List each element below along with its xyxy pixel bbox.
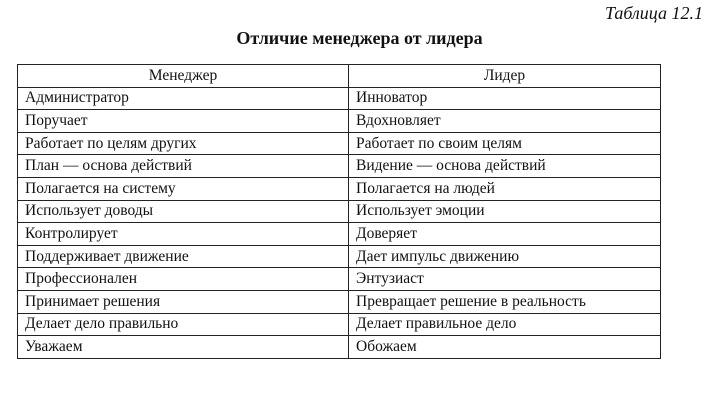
leader-cell: Видение — основа действий	[349, 155, 661, 178]
leader-cell: Обожаем	[349, 336, 661, 359]
manager-cell: Контролирует	[18, 223, 349, 246]
table-row	[18, 177, 661, 200]
manager-cell: Профессионален	[18, 268, 349, 291]
manager-cell: Поддерживает движение	[18, 245, 349, 268]
table-row	[18, 290, 661, 313]
table-row	[18, 245, 661, 268]
table-row	[18, 155, 661, 178]
leader-cell: Работает по своим целям	[349, 132, 661, 155]
table-row	[18, 268, 661, 291]
table-row	[18, 313, 661, 336]
leader-cell: Использует эмоции	[349, 200, 661, 223]
column-header-manager: Менеджер	[18, 65, 349, 88]
table-row	[18, 132, 661, 155]
manager-cell: Поручает	[18, 110, 349, 133]
leader-cell: Превращает решение в реальность	[349, 290, 661, 313]
leader-cell: Делает правильное дело	[349, 313, 661, 336]
column-header-leader: Лидер	[349, 65, 661, 88]
comparison-table	[17, 64, 661, 359]
manager-cell: Использует доводы	[18, 200, 349, 223]
manager-cell: Полагается на систему	[18, 177, 349, 200]
leader-cell: Доверяет	[349, 223, 661, 246]
leader-cell: Полагается на людей	[349, 177, 661, 200]
leader-cell: Дает импульс движению	[349, 245, 661, 268]
table-row	[18, 223, 661, 246]
manager-cell: Уважаем	[18, 336, 349, 359]
manager-cell: Делает дело правильно	[18, 313, 349, 336]
manager-cell: Принимает решения	[18, 290, 349, 313]
manager-cell: Администратор	[18, 87, 349, 110]
table-row	[18, 87, 661, 110]
manager-cell: Работает по целям других	[18, 132, 349, 155]
table-row	[18, 200, 661, 223]
table-row	[18, 110, 661, 133]
leader-cell: Вдохновляет	[349, 110, 661, 133]
table-title: Отличие менеджера от лидера	[236, 28, 483, 48]
leader-cell: Энтузиаст	[349, 268, 661, 291]
table-row	[18, 336, 661, 359]
header-row	[18, 65, 661, 88]
table-number: Таблица 12.1	[604, 3, 703, 23]
leader-cell: Инноватор	[349, 87, 661, 110]
manager-cell: План — основа действий	[18, 155, 349, 178]
